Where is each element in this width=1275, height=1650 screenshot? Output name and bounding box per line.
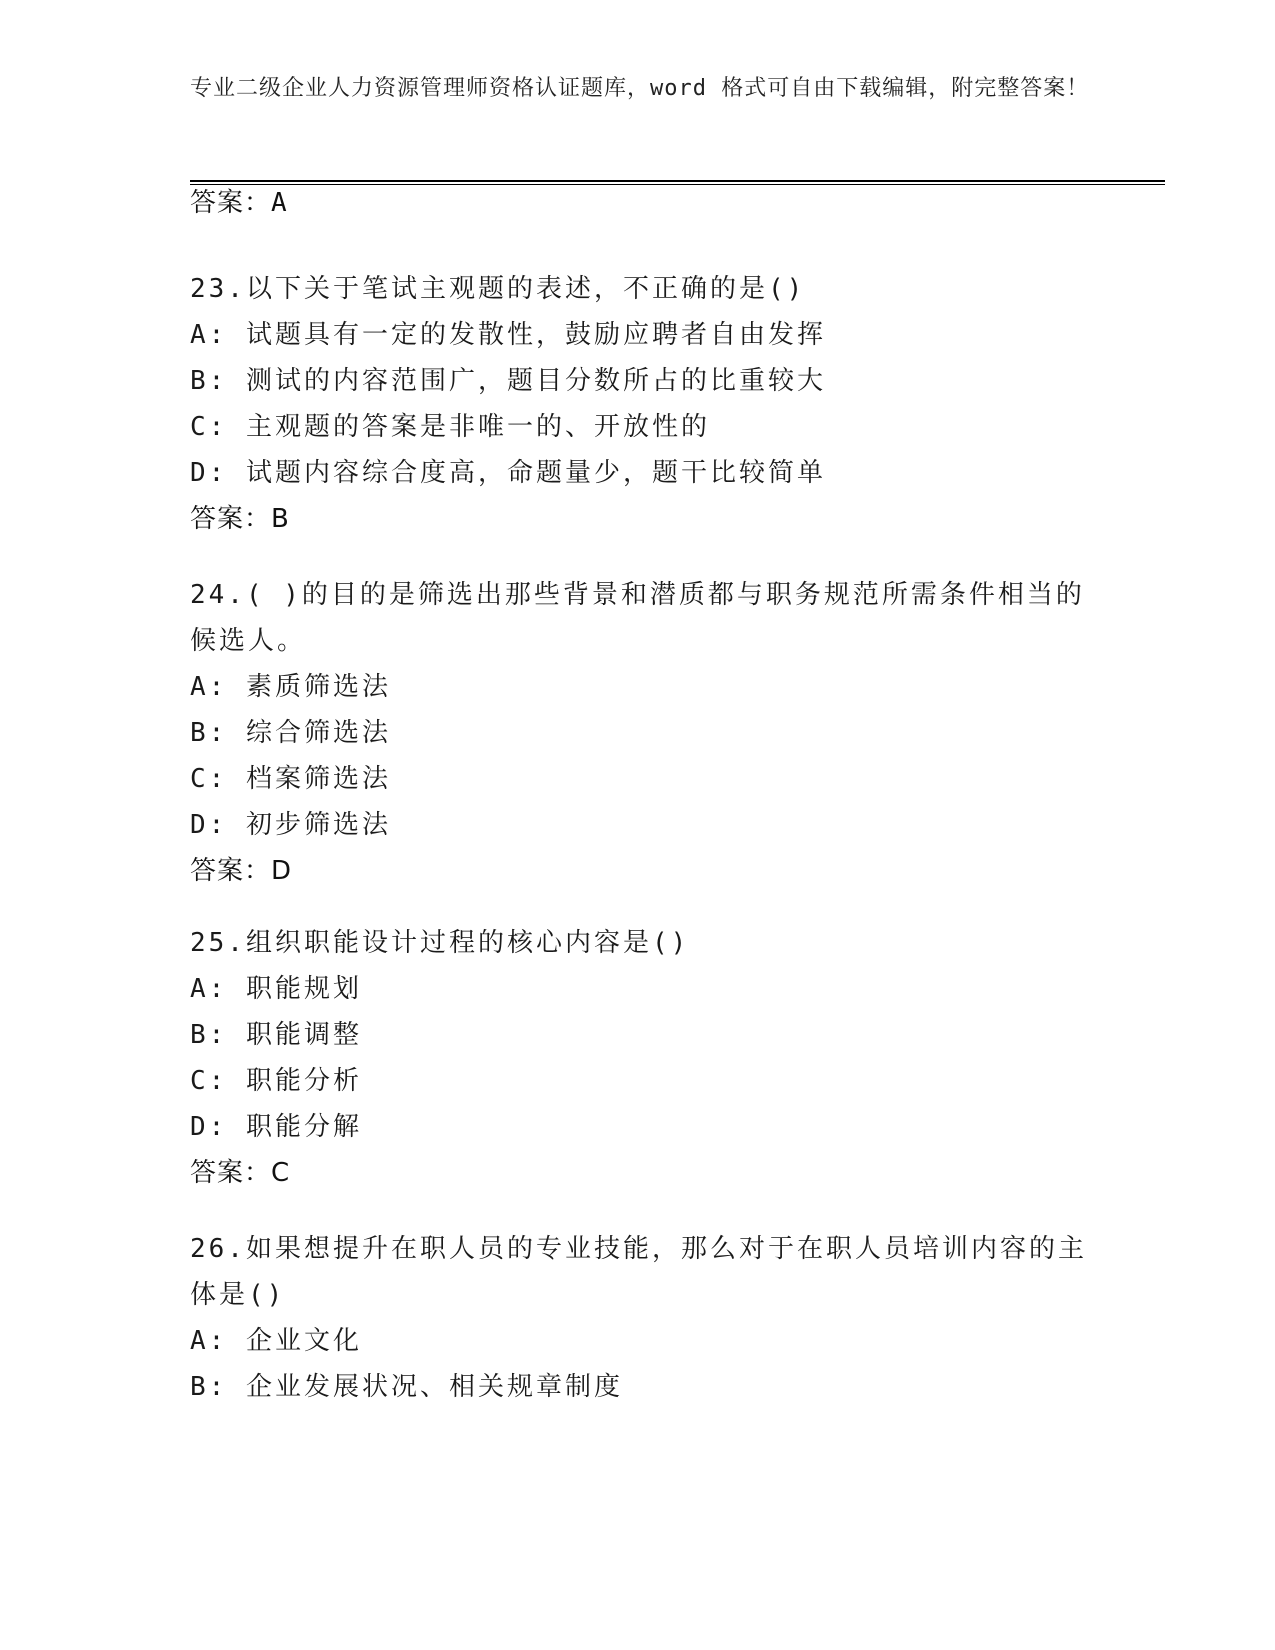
question-24 [190,572,1090,894]
option-a: A: 职能规划 [190,974,362,1004]
option-b: B: 企业发展状况、相关规章制度 [190,1372,623,1402]
option-a: A: 素质筛选法 [190,672,391,702]
option-c: C: 主观题的答案是非唯一的、开放性的 [190,412,710,442]
header-divider-thick [190,180,1165,182]
previous-answer: 答案：A [190,188,288,218]
option-d: D: 试题内容综合度高，命题量少，题干比较简单 [190,458,826,488]
answer: 答案：C [190,1158,291,1188]
option-d: D: 职能分解 [190,1112,362,1142]
question-25 [190,920,1090,1196]
answer: 答案：B [190,504,290,534]
answer: 答案：D [190,856,293,886]
header-note: 专业二级企业人力资源管理师资格认证题库，word 格式可自由下载编辑，附完整答案！ [190,76,1090,101]
option-c: C: 职能分析 [190,1066,362,1096]
option-a: A: 企业文化 [190,1326,362,1356]
header-divider-thin [190,184,1165,185]
option-b: B: 综合筛选法 [190,718,391,748]
option-b: B: 职能调整 [190,1020,362,1050]
option-d: D: 初步筛选法 [190,810,391,840]
question-stem: 23.以下关于笔试主观题的表述，不正确的是() [190,274,806,304]
question-26 [190,1226,1090,1410]
option-a: A: 试题具有一定的发散性，鼓励应聘者自由发挥 [190,320,826,350]
question-stem: 25.组织职能设计过程的核心内容是() [190,928,690,958]
question-23 [190,266,1090,542]
question-stem: 26.如果想提升在职人员的专业技能，那么对于在职人员培训内容的主体是() [190,1234,1087,1310]
question-stem: 24.( )的目的是筛选出那些背景和潜质都与职务规范所需条件相当的候选人。 [190,580,1085,656]
option-b: B: 测试的内容范围广，题目分数所占的比重较大 [190,366,826,396]
option-c: C: 档案筛选法 [190,764,391,794]
